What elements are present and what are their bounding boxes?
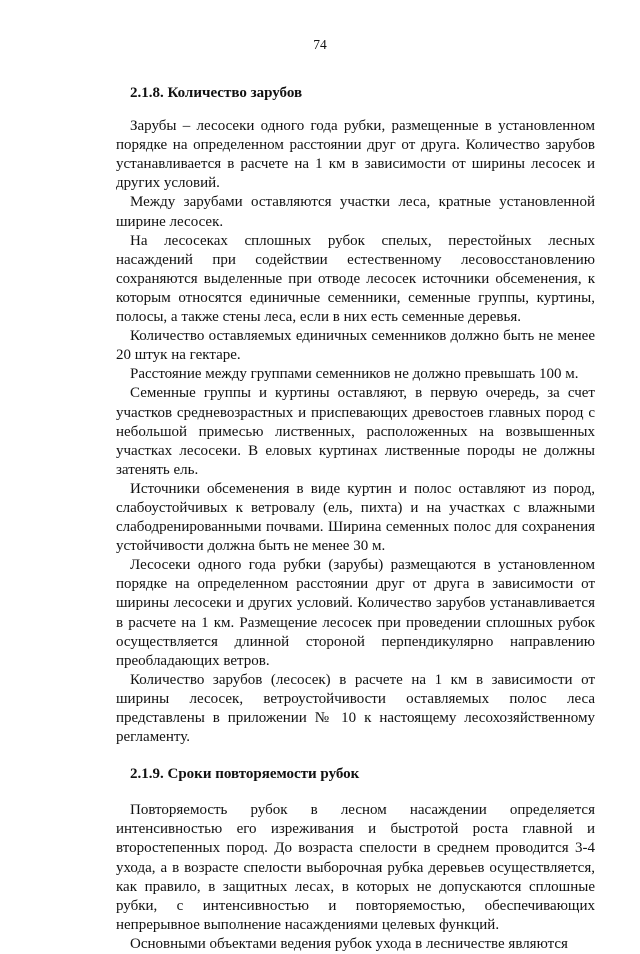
paragraph: Основными объектами ведения рубок ухода в лесничестве являются — [130, 935, 568, 952]
paragraph: Источники обсеменения в виде куртин и полос оставляют из пород, слабоустойчивых к ветровалу (ель, пихта) и на участках с влажными слабодренированными почвами. Ширина семенных полос для сохранения устойчивости должна быть не менее 30 м. — [116, 480, 595, 555]
paragraph: Повторяемость рубок в лесном насаждении определяется интенсивностью его изреживания и быстротой роста главной и второстепенных пород. До возраста спелости в среднем проводится 3-4 ухода, а в возрасте спелости выборочная рубка деревьев осуществляется, как правило, в защитных лесах, в которых не допускаются сплошные рубки, с интенсивностью и повторяемостью, обеспечивающих непрерывное выполнение насаждениями целевых функций. — [116, 802, 595, 933]
paragraph: Между зарубами оставляются участки леса, кратные установленной ширине лесосек. — [116, 194, 595, 230]
paragraph: Семенные группы и куртины оставляют, в первую очередь, за счет участков средневозрастных и приспевающих древостоев главных пород с небольшой примесью лиственных, расположенных на возвышенных участках лесосеки. В еловых куртинах лиственные породы не должны затенять ель. — [116, 385, 595, 478]
section-heading-2-1-9: 2.1.9. Сроки повторяемости рубок — [130, 766, 360, 783]
section-heading-2-1-8: 2.1.8. Количество зарубов — [130, 85, 303, 101]
paragraph: Расстояние между группами семенников не должно превышать 100 м. — [130, 366, 579, 383]
paragraph: Количество зарубов (лесосек) в расчете на 1 км в зависимости от ширины лесосек, ветроустойчивости оставляемых полос леса представлены в приложении № 10 к настоящему лесохозяйственному регламенту. — [116, 671, 595, 746]
paragraph: Количество оставляемых единичных семенников должно быть не менее 20 штук на гектаре. — [116, 328, 595, 364]
document-body — [116, 84, 595, 954]
paragraph: Зарубы – лесосеки одного года рубки, размещенные в установленном порядке на определенном расстоянии друг от друга. Количество зарубов устанавливается в расчете на 1 км в зависимости от ширины лесосек и других условий. — [116, 118, 595, 192]
paragraph: На лесосеках сплошных рубок спелых, перестойных лесных насаждений при содействии естественному лесовосстановлению сохраняются выделенные при отводе лесосек источники обсеменения, к которым относятся единичные семенники, семенные группы, куртины, полосы, а также стены леса, если в них есть семенные деревья. — [116, 232, 595, 326]
paragraph: Лесосеки одного года рубки (зарубы) размещаются в установленном порядке на определенном расстоянии друг от друга в зависимости от ширины лесосеки и других условий. Количество зарубов устанавливается в расчете на 1 км. Размещение лесосек при проведении сплошных рубок осуществляется длинной стороной перпендикулярно направлению преобладающих ветров. — [116, 557, 595, 669]
page-number: 74 — [313, 37, 327, 52]
